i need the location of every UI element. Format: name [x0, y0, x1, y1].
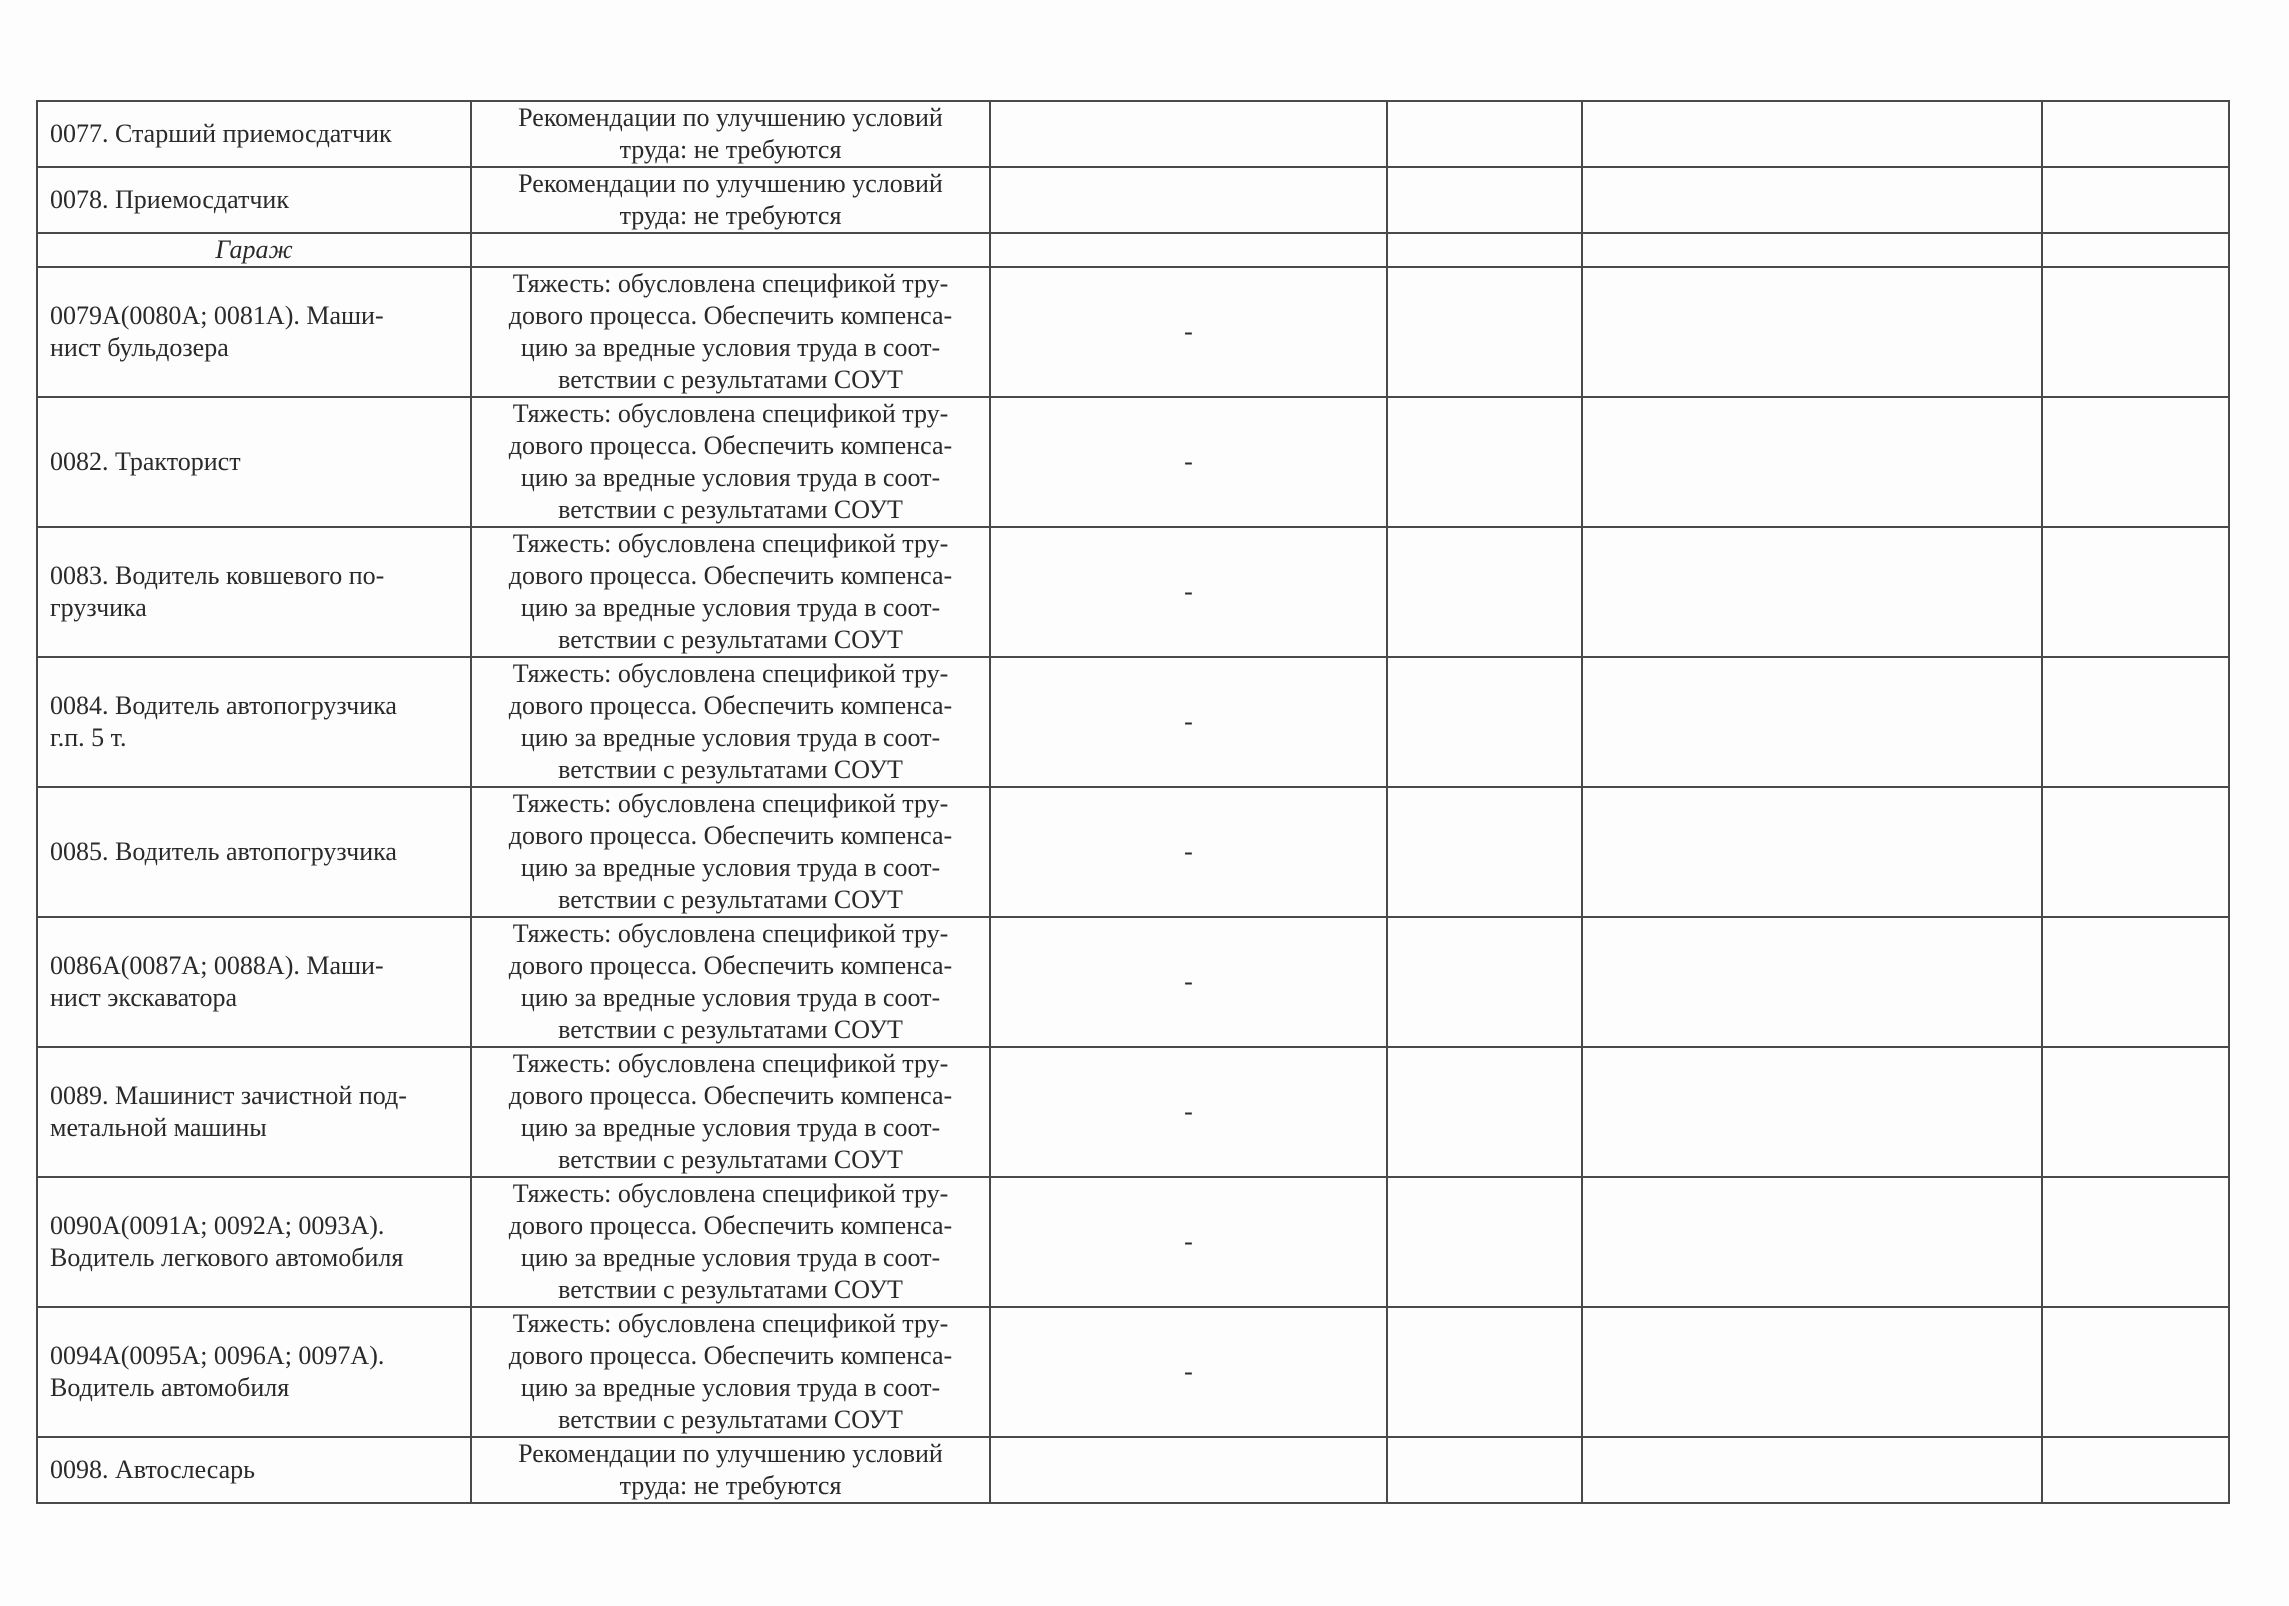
empty-cell — [1387, 1177, 1582, 1307]
dash-mark: - — [1184, 837, 1193, 866]
recommendation-line: Тяжесть: обусловлена спецификой тру- — [512, 919, 949, 948]
recommendation-line: труда: не требуются — [619, 135, 842, 164]
empty-cell — [1387, 527, 1582, 657]
empty-cell — [1582, 1177, 2042, 1307]
workplace-name-cell — [37, 527, 471, 657]
empty-cell — [1582, 787, 2042, 917]
recommendation-line: Тяжесть: обусловлена спецификой тру- — [512, 529, 949, 558]
dash-mark: - — [1184, 707, 1193, 736]
empty-cell — [1582, 1307, 2042, 1437]
recommendation-line: Тяжесть: обусловлена спецификой тру- — [512, 269, 949, 298]
recommendation-line: цию за вредные условия труда в соот- — [520, 1113, 941, 1142]
workplace-name-cell — [37, 167, 471, 233]
recommendation-cell — [471, 1437, 990, 1503]
table-row — [37, 787, 2229, 917]
empty-cell — [1387, 917, 1582, 1047]
table-row — [37, 101, 2229, 167]
recommendation-cell — [471, 787, 990, 917]
recommendation-cell — [471, 267, 990, 397]
empty-cell — [1387, 1437, 1582, 1503]
measure-cell — [990, 917, 1387, 1047]
recommendation-line: дового процесса. Обеспечить компенса- — [508, 691, 953, 720]
recommendation-line: Тяжесть: обусловлена спецификой тру- — [512, 1049, 949, 1078]
table-row — [37, 397, 2229, 527]
recommendation-line: ветствии с результатами СОУТ — [558, 885, 903, 914]
table-row — [37, 1307, 2229, 1437]
workplace-name-line: нист бульдозера — [50, 333, 229, 362]
workplace-name-line: 0089. Машинист зачистной под- — [50, 1081, 407, 1110]
workplace-name-line: 0077. Старший приемосдатчик — [50, 119, 392, 148]
empty-cell — [1582, 267, 2042, 397]
recommendation-line: Рекомендации по улучшению условий — [518, 169, 943, 198]
dash-mark: - — [1184, 967, 1193, 996]
empty-cell — [1387, 657, 1582, 787]
empty-cell — [2042, 1437, 2229, 1503]
workplace-name-line: 0082. Тракторист — [50, 447, 241, 476]
empty-cell — [2042, 233, 2229, 267]
recommendation-line: Тяжесть: обусловлена спецификой тру- — [512, 1179, 949, 1208]
empty-cell — [2042, 657, 2229, 787]
workplace-name-cell — [37, 1437, 471, 1503]
measure-cell — [990, 1437, 1387, 1503]
workplace-name-line: г.п. 5 т. — [50, 723, 127, 752]
recommendation-line: цию за вредные условия труда в соот- — [520, 983, 941, 1012]
recommendation-line: Рекомендации по улучшению условий — [518, 103, 943, 132]
recommendation-line: цию за вредные условия труда в соот- — [520, 333, 941, 362]
recommendation-line: дового процесса. Обеспечить компенса- — [508, 1341, 953, 1370]
empty-cell — [1582, 1047, 2042, 1177]
workplace-name-cell — [37, 1047, 471, 1177]
dash-mark: - — [1184, 1357, 1193, 1386]
recommendation-line: Рекомендации по улучшению условий — [518, 1439, 943, 1468]
empty-cell — [1582, 527, 2042, 657]
workplace-name-cell — [37, 1177, 471, 1307]
recommendations-table — [36, 100, 2230, 1504]
table-row — [37, 167, 2229, 233]
empty-cell — [1387, 233, 1582, 267]
recommendation-line: дового процесса. Обеспечить компенса- — [508, 951, 953, 980]
empty-cell — [1582, 1437, 2042, 1503]
recommendation-line: дового процесса. Обеспечить компенса- — [508, 1081, 953, 1110]
empty-cell — [1582, 657, 2042, 787]
empty-cell — [1582, 397, 2042, 527]
empty-cell — [1387, 1047, 1582, 1177]
measure-cell — [990, 101, 1387, 167]
empty-cell — [1387, 101, 1582, 167]
recommendation-line: ветствии с результатами СОУТ — [558, 495, 903, 524]
recommendation-line: цию за вредные условия труда в соот- — [520, 853, 941, 882]
recommendation-line: Тяжесть: обусловлена спецификой тру- — [512, 399, 949, 428]
dash-mark: - — [1184, 447, 1193, 476]
recommendation-line: ветствии с результатами СОУТ — [558, 1145, 903, 1174]
measure-cell — [990, 397, 1387, 527]
measure-cell — [990, 787, 1387, 917]
section-row — [37, 233, 2229, 267]
workplace-name-line: нист экскаватора — [50, 983, 238, 1012]
recommendation-line: дового процесса. Обеспечить компенса- — [508, 561, 953, 590]
workplace-name-cell — [37, 101, 471, 167]
empty-cell — [1387, 397, 1582, 527]
dash-mark: - — [1184, 317, 1193, 346]
recommendation-cell — [471, 167, 990, 233]
workplace-name-line: 0098. Автослесарь — [50, 1455, 256, 1484]
recommendation-line: цию за вредные условия труда в соот- — [520, 1373, 941, 1402]
empty-cell — [2042, 1177, 2229, 1307]
workplace-name-line: 0094А(0095А; 0096А; 0097А). — [50, 1341, 385, 1370]
section-label: Гараж — [37, 233, 471, 267]
workplace-name-cell — [37, 267, 471, 397]
recommendation-line: цию за вредные условия труда в соот- — [520, 723, 941, 752]
workplace-name-cell — [37, 917, 471, 1047]
empty-cell — [2042, 167, 2229, 233]
recommendation-cell — [471, 657, 990, 787]
recommendation-line: цию за вредные условия труда в соот- — [520, 593, 941, 622]
recommendation-line: ветствии с результатами СОУТ — [558, 365, 903, 394]
recommendation-cell — [471, 527, 990, 657]
table-row — [37, 267, 2229, 397]
recommendation-line: Тяжесть: обусловлена спецификой тру- — [512, 1309, 949, 1338]
empty-cell — [2042, 787, 2229, 917]
recommendation-cell — [471, 1307, 990, 1437]
workplace-name-line: 0086А(0087А; 0088А). Маши- — [50, 951, 384, 980]
workplace-name-cell — [37, 787, 471, 917]
recommendation-line: дового процесса. Обеспечить компенса- — [508, 1211, 953, 1240]
empty-cell — [2042, 397, 2229, 527]
table-row — [37, 1437, 2229, 1503]
recommendation-line: ветствии с результатами СОУТ — [558, 625, 903, 654]
measure-cell — [990, 1047, 1387, 1177]
recommendation-line: ветствии с результатами СОУТ — [558, 1275, 903, 1304]
workplace-name-cell — [37, 657, 471, 787]
table-row — [37, 1177, 2229, 1307]
empty-cell — [1387, 1307, 1582, 1437]
measure-cell — [990, 1307, 1387, 1437]
empty-cell — [2042, 527, 2229, 657]
table-row — [37, 917, 2229, 1047]
workplace-name-line: 0085. Водитель автопогрузчика — [50, 837, 397, 866]
recommendation-cell — [471, 1177, 990, 1307]
recommendation-line: Тяжесть: обусловлена спецификой тру- — [512, 659, 949, 688]
workplace-name-line: Водитель легкового автомобиля — [50, 1243, 404, 1272]
workplace-name-line: Водитель автомобиля — [50, 1373, 290, 1402]
recommendation-line: цию за вредные условия труда в соот- — [520, 1243, 941, 1272]
empty-cell — [1387, 267, 1582, 397]
workplace-name-line: 0078. Приемосдатчик — [50, 185, 289, 214]
empty-cell — [2042, 267, 2229, 397]
measure-cell — [990, 1177, 1387, 1307]
empty-cell — [2042, 1307, 2229, 1437]
dash-mark: - — [1184, 1227, 1193, 1256]
recommendation-line: ветствии с результатами СОУТ — [558, 755, 903, 784]
table-body — [37, 101, 2229, 1503]
empty-cell — [1582, 101, 2042, 167]
empty-cell — [1582, 917, 2042, 1047]
recommendation-line: труда: не требуются — [619, 201, 842, 230]
empty-cell — [471, 233, 990, 267]
empty-cell — [1582, 233, 2042, 267]
workplace-name-line: 0084. Водитель автопогрузчика — [50, 691, 397, 720]
recommendation-line: дового процесса. Обеспечить компенса- — [508, 431, 953, 460]
empty-cell — [1582, 167, 2042, 233]
recommendation-line: цию за вредные условия труда в соот- — [520, 463, 941, 492]
workplace-name-line: 0090А(0091А; 0092А; 0093А). — [50, 1211, 385, 1240]
measure-cell — [990, 527, 1387, 657]
empty-cell — [2042, 917, 2229, 1047]
workplace-name-line: 0079А(0080А; 0081А). Маши- — [50, 301, 384, 330]
empty-cell — [2042, 1047, 2229, 1177]
empty-cell — [990, 233, 1387, 267]
recommendation-line: Тяжесть: обусловлена спецификой тру- — [512, 789, 949, 818]
empty-cell — [1387, 167, 1582, 233]
recommendation-cell — [471, 397, 990, 527]
recommendation-line: ветствии с результатами СОУТ — [558, 1015, 903, 1044]
table-row — [37, 527, 2229, 657]
empty-cell — [1387, 787, 1582, 917]
table-row — [37, 1047, 2229, 1177]
recommendation-line: дового процесса. Обеспечить компенса- — [508, 821, 953, 850]
recommendation-line: дового процесса. Обеспечить компенса- — [508, 301, 953, 330]
workplace-name-cell — [37, 1307, 471, 1437]
recommendation-cell — [471, 101, 990, 167]
measure-cell — [990, 657, 1387, 787]
recommendation-line: ветствии с результатами СОУТ — [558, 1405, 903, 1434]
workplace-name-line: метальной машины — [50, 1113, 267, 1142]
workplace-name-line: 0083. Водитель ковшевого по- — [50, 561, 385, 590]
measure-cell — [990, 267, 1387, 397]
table-row — [37, 657, 2229, 787]
measure-cell — [990, 167, 1387, 233]
empty-cell — [2042, 101, 2229, 167]
workplace-name-cell — [37, 397, 471, 527]
recommendation-line: труда: не требуются — [619, 1471, 842, 1500]
dash-mark: - — [1184, 577, 1193, 606]
dash-mark: - — [1184, 1097, 1193, 1126]
workplace-name-line: грузчика — [50, 593, 147, 622]
recommendation-cell — [471, 917, 990, 1047]
recommendation-cell — [471, 1047, 990, 1177]
